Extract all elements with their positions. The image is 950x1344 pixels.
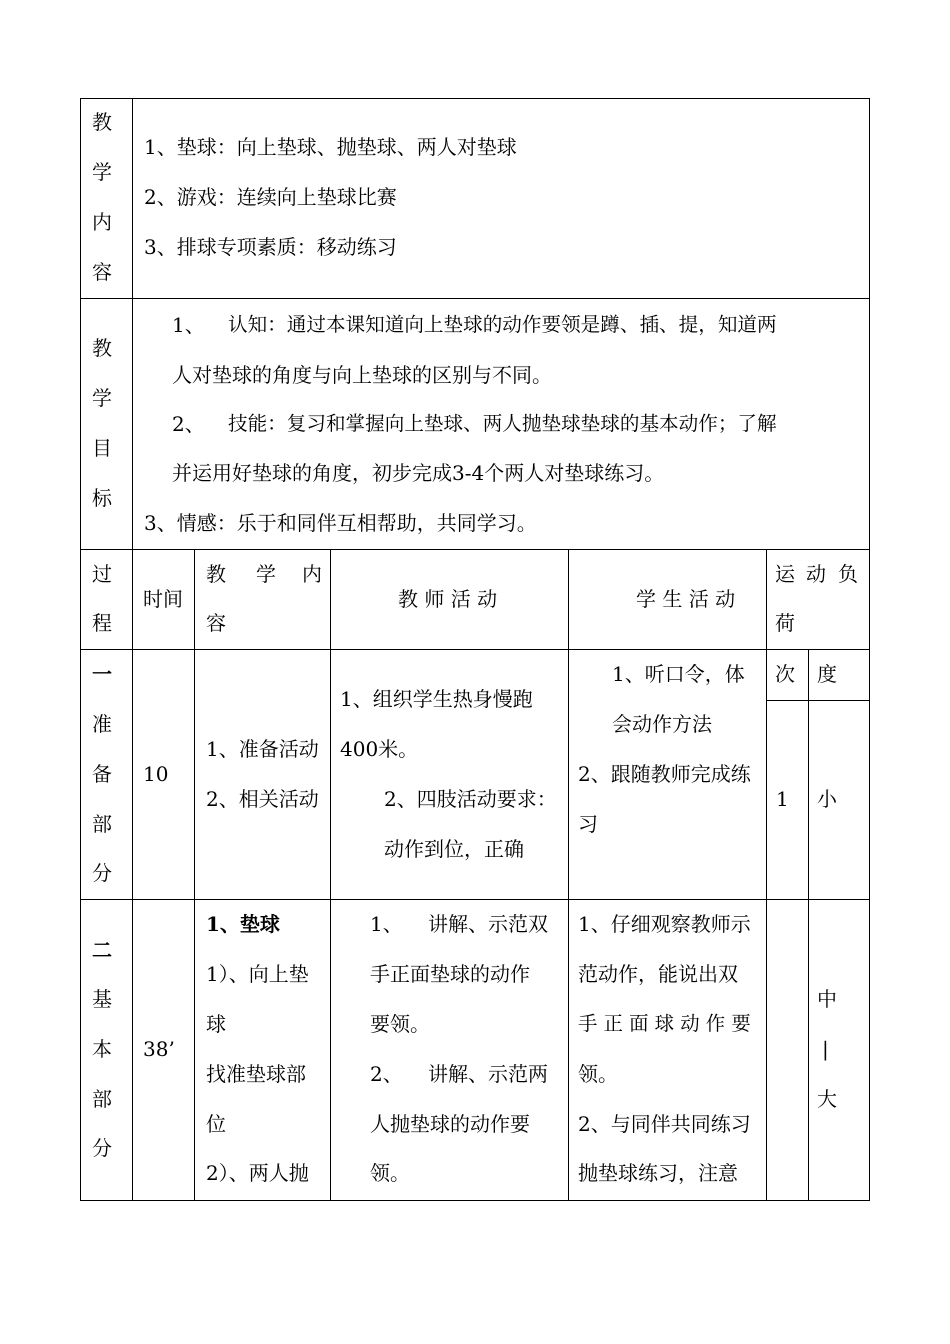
basic-teacher: 手正面垫球的动作 xyxy=(370,962,530,986)
basic-teacher: 人抛垫球的动作要 xyxy=(370,1112,530,1136)
goal-number: 1、 xyxy=(172,313,205,337)
basic-student: 1、仔细观察教师示 xyxy=(578,912,751,936)
content-label-char: 内 xyxy=(92,210,112,234)
header-process: 程 xyxy=(92,611,112,635)
basic-content: 1）、向上垫 xyxy=(206,962,309,986)
header-content: 容 xyxy=(206,611,226,635)
header-load-count: 次 xyxy=(775,662,795,686)
basic-content: 球 xyxy=(206,1012,226,1036)
teacher-column-divider xyxy=(568,549,569,1201)
goal-text: 人对垫球的角度与向上垫球的区别与不同。 xyxy=(172,363,552,387)
header-student: 学 生 活 动 xyxy=(636,587,736,611)
content-label-char: 教 xyxy=(92,110,112,134)
row-divider-prep xyxy=(80,899,870,900)
label-column-divider xyxy=(132,98,133,550)
basic-content: 位 xyxy=(206,1112,226,1136)
goals-label-char: 学 xyxy=(92,386,112,410)
basic-intensity: 中 xyxy=(817,987,837,1011)
prep-student: 2、跟随教师完成练 xyxy=(578,762,751,786)
header-load: 荷 xyxy=(775,611,795,635)
goal-text: 3、情感：乐于和同伴互相帮助，共同学习。 xyxy=(144,511,537,535)
basic-teacher-number: 1、 xyxy=(370,912,403,936)
row-divider-content xyxy=(80,298,870,299)
header-load: 运 xyxy=(775,562,795,586)
prep-teacher: 400米。 xyxy=(340,737,419,761)
prep-teacher: 1、组织学生热身慢跑 xyxy=(340,687,533,711)
header-teacher: 教 师 活 动 xyxy=(398,587,498,611)
basic-student: 领。 xyxy=(578,1062,618,1086)
basic-content: 找准垫球部 xyxy=(206,1062,306,1086)
load-subheader-divider xyxy=(766,700,870,701)
content-label-char: 学 xyxy=(92,160,112,184)
basic-stage-char: 二 xyxy=(92,938,112,962)
content-line: 2、游戏：连续向上垫球比赛 xyxy=(144,185,397,209)
prep-teacher: 2、四肢活动要求： xyxy=(384,787,557,811)
basic-student: 手 正 面 球 动 作 要 xyxy=(578,1012,751,1035)
goal-text: 认知：通过本课知道向上垫球的动作要领是蹲、插、提，知道两 xyxy=(228,313,777,336)
basic-stage-char: 部 xyxy=(92,1087,112,1111)
prep-content: 1、准备活动 xyxy=(206,737,319,761)
goal-text: 并运用好垫球的角度，初步完成3-4个两人对垫球练习。 xyxy=(172,461,665,485)
header-process: 过 xyxy=(92,562,112,586)
basic-intensity: | xyxy=(822,1037,829,1061)
row-divider-goals xyxy=(80,549,870,550)
basic-teacher-number: 2、 xyxy=(370,1062,403,1086)
time-column-divider xyxy=(194,549,195,1201)
content-column-divider xyxy=(330,549,331,1201)
prep-content: 2、相关活动 xyxy=(206,787,319,811)
content-label-char: 容 xyxy=(92,260,112,284)
basic-stage-char: 本 xyxy=(92,1037,112,1061)
prep-student: 习 xyxy=(578,812,598,836)
basic-teacher: 领。 xyxy=(370,1161,410,1185)
prep-teacher: 动作到位，正确 xyxy=(384,837,524,861)
process-column-divider xyxy=(132,549,133,1201)
basic-content: 2）、两人抛 xyxy=(206,1161,309,1185)
row-divider-header xyxy=(80,649,870,650)
content-line: 3、排球专项素质：移动练习 xyxy=(144,235,397,259)
goals-label-char: 标 xyxy=(92,486,112,510)
load-subcolumn-divider xyxy=(808,649,809,1201)
table-border-bottom xyxy=(80,1200,870,1201)
basic-stage-char: 分 xyxy=(92,1136,112,1160)
goals-label-char: 教 xyxy=(92,336,112,360)
basic-student: 范动作，能说出双 xyxy=(578,962,738,986)
table-border-left xyxy=(80,98,81,1201)
basic-intensity: 大 xyxy=(817,1087,837,1111)
basic-teacher: 要领。 xyxy=(370,1012,430,1036)
prep-intensity: 小 xyxy=(817,787,837,811)
prep-stage-char: 备 xyxy=(92,762,112,786)
header-content: 内 xyxy=(302,562,322,586)
header-load: 动 xyxy=(806,562,826,586)
prep-student: 1、听口令，体 xyxy=(612,662,745,686)
goal-text: 技能：复习和掌握向上垫球、两人抛垫球垫球的基本动作；了解 xyxy=(228,412,777,435)
prep-count: 1 xyxy=(776,787,789,811)
header-time: 时间 xyxy=(143,587,183,611)
prep-stage-char: 准 xyxy=(92,712,112,736)
prep-time: 10 xyxy=(143,762,169,786)
table-border-right xyxy=(869,98,870,1201)
goals-label-char: 目 xyxy=(92,436,112,460)
header-content: 教 xyxy=(206,562,226,586)
prep-stage-char: 部 xyxy=(92,812,112,836)
basic-stage-char: 基 xyxy=(92,987,112,1011)
prep-stage-char: 一 xyxy=(92,662,112,686)
header-load: 负 xyxy=(838,562,858,586)
basic-student: 抛垫球练习，注意 xyxy=(578,1161,738,1185)
content-line: 1、垫球：向上垫球、抛垫球、两人对垫球 xyxy=(144,135,517,159)
header-content: 学 xyxy=(256,562,276,586)
prep-stage-char: 分 xyxy=(92,861,112,885)
goal-number: 2、 xyxy=(172,412,205,436)
student-column-divider xyxy=(766,549,767,1201)
basic-content-title: 1、垫球 xyxy=(206,912,280,936)
basic-teacher: 讲解、示范两 xyxy=(428,1062,548,1086)
header-load-intensity: 度 xyxy=(817,662,837,686)
basic-time: 38’ xyxy=(143,1037,175,1061)
basic-teacher: 讲解、示范双 xyxy=(428,912,548,936)
basic-student: 2、与同伴共同练习 xyxy=(578,1112,751,1136)
prep-student: 会动作方法 xyxy=(612,712,712,736)
table-border-top xyxy=(80,98,870,99)
